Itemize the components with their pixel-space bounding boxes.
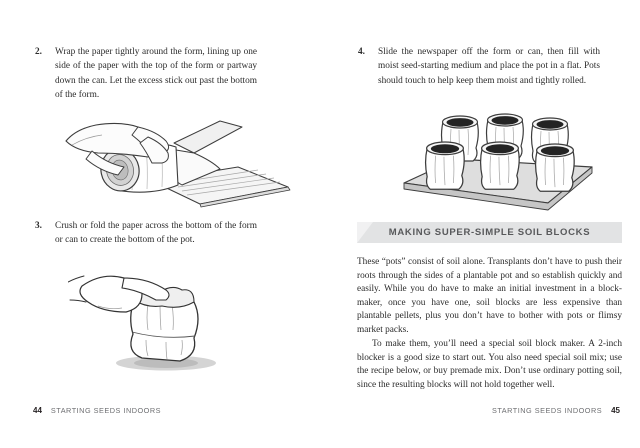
step-item-2	[35, 45, 257, 102]
page-footer	[33, 406, 161, 415]
page-number: 45	[611, 406, 620, 415]
page-footer	[492, 406, 620, 415]
step-item-4	[358, 45, 600, 88]
illustration-rolling-paper-around-can	[62, 113, 292, 210]
section-title: MAKING SUPER-SIMPLE SOIL BLOCKS	[388, 227, 591, 238]
step-number: 2.	[35, 47, 42, 57]
step-text: Crush or fold the paper across the bottom of the form or can to create the bottom of the pot.	[55, 221, 257, 246]
step-item-3	[35, 219, 257, 248]
step-number: 4.	[358, 47, 365, 57]
body-paragraph: To make them, you’ll need a special soil block maker. A 2-inch blocker is a good size to start out. You also need special soil mix; use the recipe below, or buy premade mix. Don’t use ordinary potting soil, since the resulting blocks will not hold together well.	[357, 339, 622, 390]
right-page	[320, 0, 640, 448]
step-number: 3.	[35, 221, 42, 231]
section-banner	[357, 222, 622, 243]
body-paragraph: These “pots” consist of soil alone. Transplants don’t have to push their roots through the sides of a plantable pot and so establish quickly and easily. While you do have to make an initial investment in a block-maker, once you have one, soil blocks are less expensive than plantable pellets, plus you don’t have to bother with pots or flimsy market packs.	[357, 257, 622, 335]
page-number: 44	[33, 406, 42, 415]
running-head: STARTING SEEDS INDOORS	[492, 406, 603, 415]
step-text: Wrap the paper tightly around the form, lining up one side of the paper with the top of the form or partway down the can. Let the excess stick out past the bottom of the form.	[55, 47, 257, 100]
illustration-finger-pressing-pot-bottom	[68, 260, 248, 375]
step-text: Slide the newspaper off the form or can, then fill with moist seed-starting medium and place the pot in a flat. Pots should touch to help keep them moist and tightly rolled.	[378, 47, 600, 86]
illustration-paper-pots-in-tray	[398, 107, 598, 212]
running-head: STARTING SEEDS INDOORS	[50, 406, 161, 415]
